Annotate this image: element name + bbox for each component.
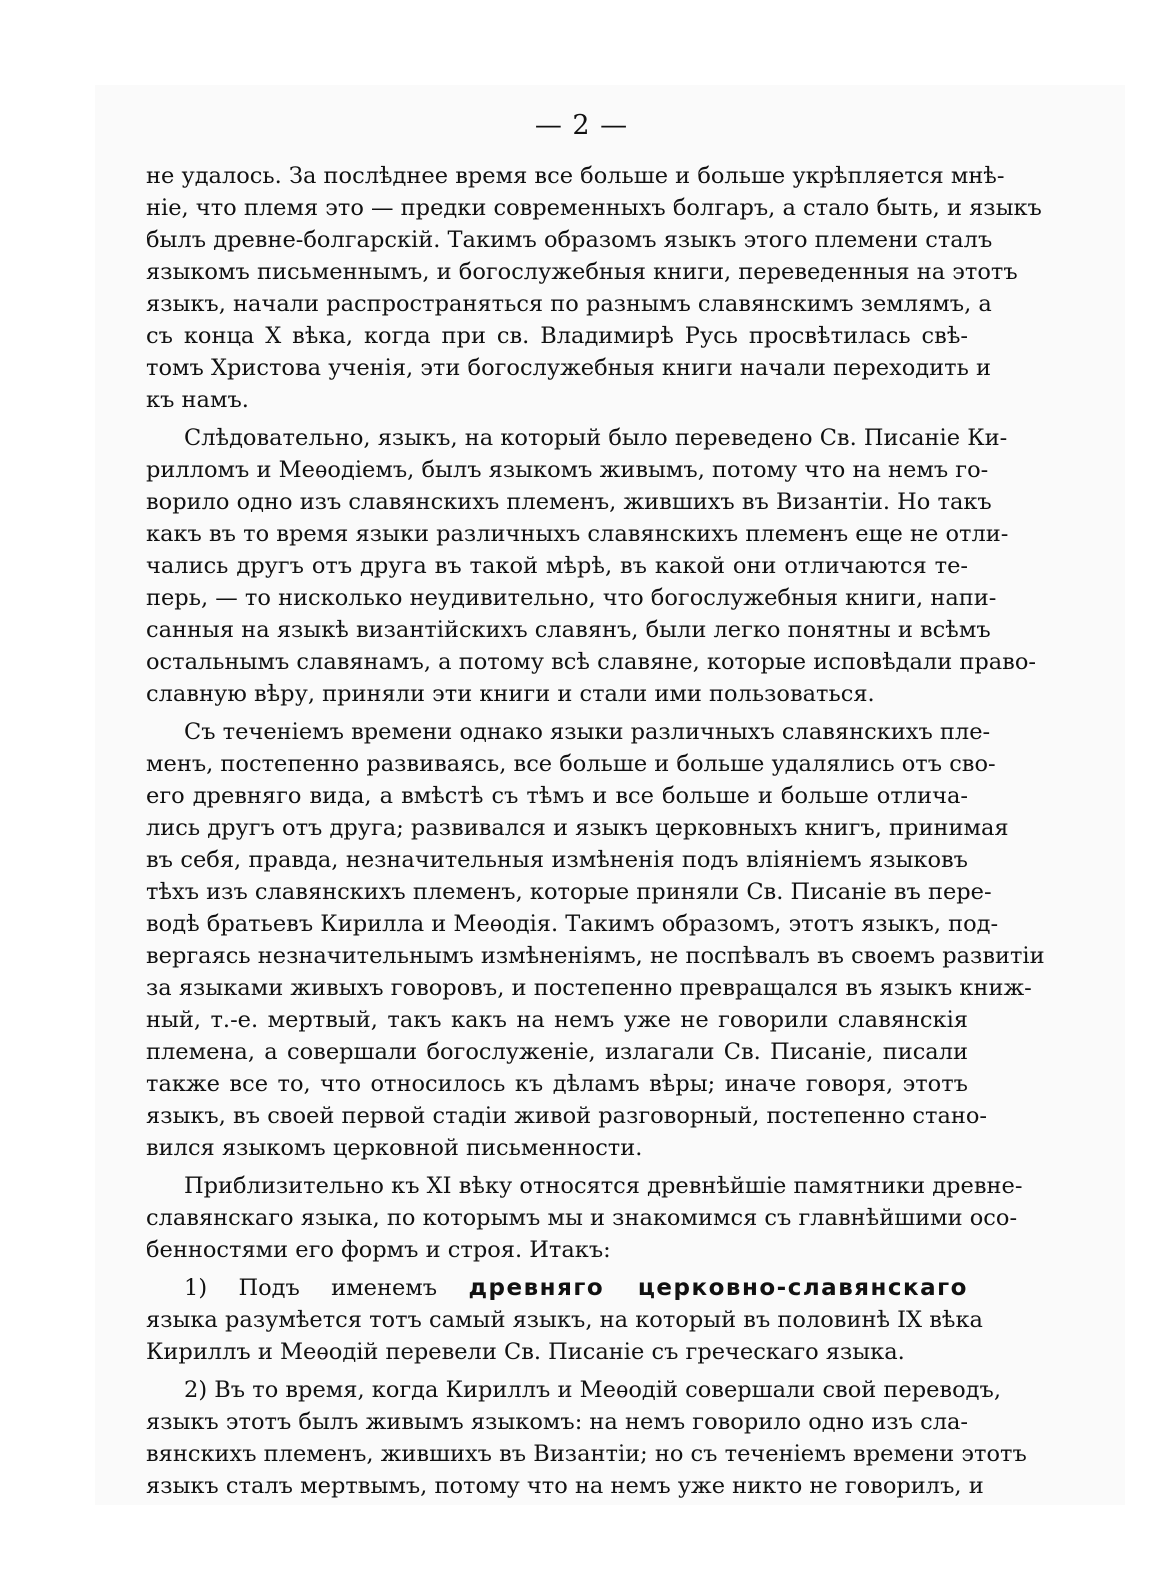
text-line: племена, а совершали богослуженіе, излагали Св. Писаніе, писали [146,1039,968,1065]
text-line: менъ, постепенно развиваясь, все больше и больше удалялись отъ сво- [146,751,996,777]
text-line: перь, — то нисколько неудивительно, что богослужебныя книги, напи- [146,585,997,611]
text-line: вился языкомъ церковной письменности. [146,1135,643,1161]
text-line: чались другъ отъ друга въ такой мѣрѣ, въ какой они отличаются те- [146,553,968,579]
text-line: Съ теченіемъ времени однако языки различныхъ славянскихъ пле- [184,719,991,745]
text-line: бенностями его формъ и строя. Итакъ: [146,1237,611,1263]
text-line: Кириллъ и Меѳодій перевели Св. Писаніе съ греческаго языка. [146,1339,905,1365]
page-number: — 2 — [534,110,629,141]
text-line: ворило одно изъ славянскихъ племенъ, жившихъ въ Византіи. Но такъ [146,489,992,515]
text-line: былъ древне-болгарскій. Такимъ образомъ языкъ этого племени сталъ [146,227,993,253]
text-line: къ намъ. [146,387,249,413]
text-line: Приблизительно къ XI вѣку относятся древнѣйшіе памятники древне- [184,1173,1023,1199]
text-line: санныя на языкѣ византійскихъ славянъ, были легко понятны и всѣмъ [146,617,991,643]
text-line: за языками живыхъ говоровъ, и постепенно превращался въ языкъ книж- [146,975,1032,1001]
paragraph-4 [146,1170,1023,1266]
text-line: какъ въ то время языки различныхъ славянскихъ племенъ еще не отли- [146,521,1009,547]
body-text [146,160,1045,1502]
text-line: томъ Христова ученія, эти богослужебныя книги начали переходить и [146,355,991,381]
text-line: съ конца X вѣка, когда при св. Владимирѣ Русь просвѣтилась свѣ- [146,323,968,349]
text-line: языкъ этотъ былъ живымъ языкомъ: на немъ говорило одно изъ сла- [146,1409,968,1435]
paragraph-5 [146,1272,983,1368]
text-line: языкомъ письменнымъ, и богослужебныя книги, переведенныя на этотъ [146,259,1018,285]
paragraph-1 [146,160,1042,416]
text-line: Слѣдовательно, языкъ, на который было переведено Св. Писаніе Ки- [184,425,1008,451]
text-line: ніе, что племя это — предки современныхъ болгаръ, а стало быть, и языкъ [146,195,1042,221]
text-line: ный, т.-е. мертвый, такъ какъ на немъ уже не говорили славянскія [146,1007,968,1033]
text-line: языкъ, въ своей первой стадіи живой разговорный, постепенно стано- [146,1103,988,1129]
text-line: славянскаго языка, по которымъ мы и знакомимся съ главнѣйшими осо- [146,1205,1018,1231]
point-1-prefix: 1) Подъ именемъ [184,1275,438,1301]
text-line [146,1272,968,1304]
text-line: языкъ сталъ мертвымъ, потому что на немъ уже никто не говорилъ, и [146,1473,984,1499]
text-line: языка разумѣется тотъ самый языкъ, на который въ половинѣ IX вѣка [146,1307,983,1333]
text-line: не удалось. За послѣднее время все больше и больше укрѣпляется мнѣ- [146,163,1005,189]
text-line: лись другъ отъ друга; развивался и языкъ церковныхъ книгъ, принимая [146,815,1009,841]
text-line: вергаясь незначительнымъ измѣненіямъ, не поспѣвалъ въ своемъ развитіи [146,943,1045,969]
text-line: 2) Въ то время, когда Кириллъ и Меѳодій совершали свой переводъ, [184,1377,1001,1403]
text-line: языкъ, начали распространяться по разнымъ славянскимъ землямъ, а [146,291,992,317]
text-line: водѣ братьевъ Кирилла и Меѳодія. Такимъ образомъ, этотъ языкъ, под- [146,911,999,937]
text-line: остальнымъ славянамъ, а потому всѣ славяне, которые исповѣдали право- [146,649,1036,675]
paragraph-2 [146,422,1036,710]
paragraph-3 [146,716,1045,1164]
text-line: тѣхъ изъ славянскихъ племенъ, которые приняли Св. Писаніе въ пере- [146,879,992,905]
text-line: славную вѣру, приняли эти книги и стали ими пользоваться. [146,681,875,707]
text-line: вянскихъ племенъ, жившихъ въ Византіи; но съ теченіемъ времени этотъ [146,1441,1027,1467]
text-line: рилломъ и Меѳодіемъ, былъ языкомъ живымъ, потому что на немъ го- [146,457,989,483]
text-line: также все то, что относилось къ дѣламъ вѣры; иначе говоря, этотъ [146,1071,968,1097]
text-line: его древняго вида, а вмѣстѣ съ тѣмъ и все больше и больше отлича- [146,783,968,809]
paragraph-6 [146,1374,1027,1502]
text-line: въ себя, правда, незначительныя измѣненія подъ вліяніемъ языковъ [146,847,968,873]
emphasized-term: древняго церковно-славянскаго [468,1275,968,1301]
